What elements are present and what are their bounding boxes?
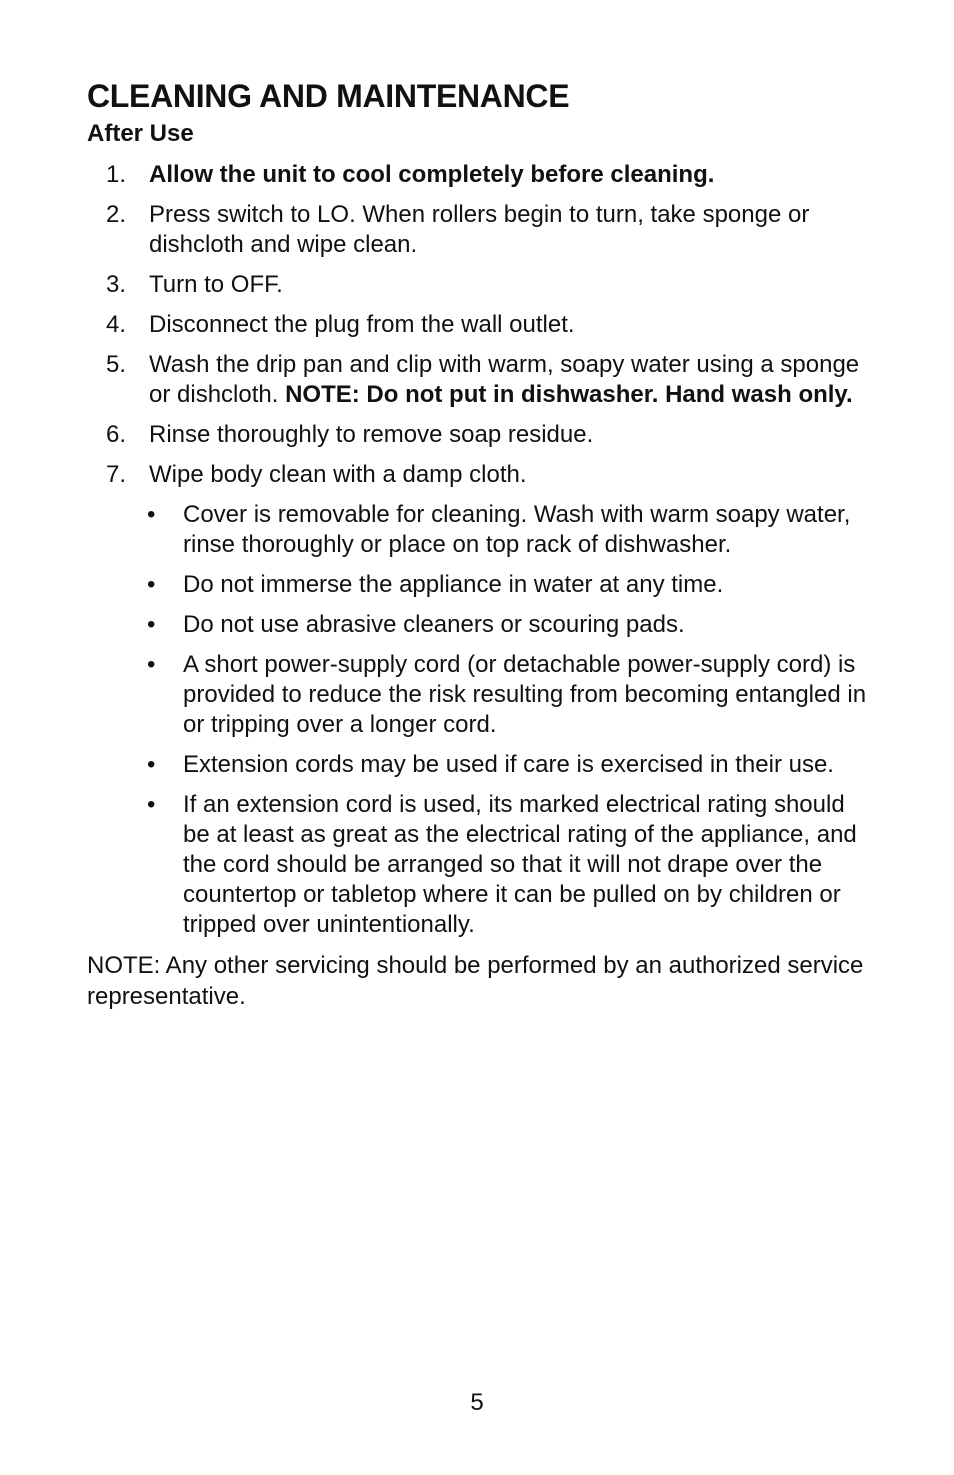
bullet-text: Do not use abrasive cleaners or scouring pads. [183,611,685,638]
step-item [87,160,877,190]
step-item [87,270,877,300]
step-text: Disconnect the plug from the wall outlet. [149,311,575,338]
step-item [87,460,877,940]
bullet-text: Cover is removable for cleaning. Wash with warm soapy water, rinse thoroughly or place on top rack of dishwasher. [183,501,851,558]
bullet-list [87,500,877,940]
document-page [87,76,877,1012]
step-number: 6. [106,421,127,448]
bullet-dot: • [147,571,156,598]
step-item [87,310,877,340]
step-number: 3. [106,271,127,298]
bullet-item [87,500,877,560]
servicing-note: NOTE: Any other servicing should be performed by an authorized service representative. [87,952,864,1010]
step-text: Rinse thoroughly to remove soap residue. [149,421,594,448]
steps-list [87,160,877,940]
bullet-item [87,750,877,780]
bullet-text: A short power-supply cord (or detachable power-supply cord) is provided to reduce the risk resulting from becoming entangled in or tripping over a longer cord. [183,651,867,738]
bullet-dot: • [147,651,156,678]
bullet-item [87,790,877,940]
step-text: Wipe body clean with a damp cloth. [149,461,527,488]
step-item [87,200,877,260]
step-number: 7. [106,461,127,488]
page-number: 5 [470,1389,484,1416]
step-bold-text: Allow the unit to cool completely before cleaning. [149,161,715,188]
step-number: 1. [106,161,127,188]
bullet-item [87,650,877,740]
bullet-dot: • [147,751,156,778]
section-title: CLEANING AND MAINTENANCE [87,78,570,114]
step-number: 5. [106,351,127,378]
step-number: 2. [106,201,127,228]
step-text: Press switch to LO. When rollers begin to turn, take sponge or dishcloth and wipe clean. [149,201,810,258]
step-item [87,350,877,410]
step-item [87,420,877,450]
bullet-item [87,570,877,600]
step-text: Wash the drip pan and clip with warm, soapy water using a sponge or dishcloth. [149,351,860,408]
bullet-dot: • [147,791,156,818]
step-text: Turn to OFF. [149,271,283,298]
bullet-item [87,610,877,640]
step-note-bold: NOTE: Do not put in dishwasher. Hand wash only. [285,381,853,408]
bullet-dot: • [147,501,156,528]
bullet-text: Extension cords may be used if care is exercised in their use. [183,751,834,778]
section-subtitle: After Use [87,120,194,147]
step-number: 4. [106,311,127,338]
bullet-text: Do not immerse the appliance in water at any time. [183,571,724,598]
bullet-text: If an extension cord is used, its marked electrical rating should be at least as great as the electrical rating of the appliance, and the cord should be arranged so that it will not drape over the countertop or tabletop where it can be pulled on by children or tripped over unintentionally. [183,791,857,938]
bullet-dot: • [147,611,156,638]
